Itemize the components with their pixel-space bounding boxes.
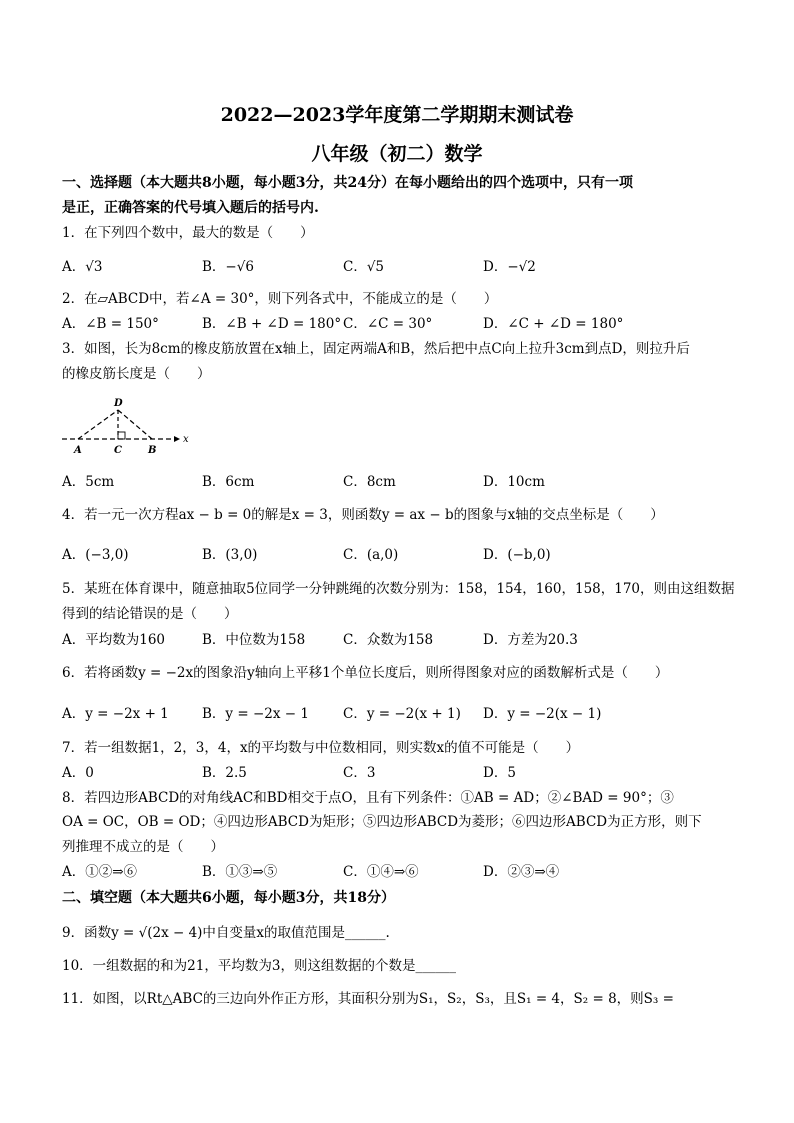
q8-option-b: B．①③⇒⑤ [202,864,278,880]
q4-option-b: B．(3,0) [202,547,258,563]
q1-stem: 1．在下列四个数中，最大的数是（ ） [62,225,314,241]
q5-stem-line1: 5．某班在体育课中，随意抽取5位同学一分钟跳绳的次数分别为：158，154，160，158，170，则由这组数据 [62,581,735,597]
q7-options [62,763,742,783]
label-x: x [183,434,189,445]
q1-options [62,257,742,277]
q8-option-a: A．①②⇒⑥ [62,864,138,880]
q8-stem-line3: 列推理不成立的是（ ） [62,839,224,855]
q2-stem: 2．在▱ABCD中，若∠A = 30°，则下列各式中，不能成立的是（ ） [62,291,498,307]
q7-option-b: B．2.5 [202,765,247,781]
q3-option-a: A．5cm [62,474,115,490]
q4-option-c: C．(a,0) [343,547,399,563]
q5-options [62,630,742,650]
segment-db [118,410,152,439]
q1-option-d: D．−√2 [483,259,536,275]
q1-option-a: A．√3 [62,259,103,275]
label-d: D [114,398,123,409]
q3-options [62,472,742,492]
label-b: B [148,445,157,456]
q2-options [62,314,742,334]
x-axis-arrow [174,436,180,442]
q7-option-c: C．3 [343,765,376,781]
label-c: C [114,445,122,456]
q1-option-c: C．√5 [343,259,385,275]
q6-option-b: B．y = −2x − 1 [202,706,309,722]
q2-option-c: C．∠C = 30° [343,316,433,332]
label-a: A [74,445,82,456]
q10-stem: 10．一组数据的和为21，平均数为3，则这组数据的个数是______ [62,958,456,974]
q4-stem: 4．若一元一次方程ax − b = 0的解是x = 3，则函数y = ax − b的图象与x轴的交点坐标是（ ） [62,507,664,523]
q2-option-d: D．∠C + ∠D = 180° [483,316,624,332]
q8-options [62,862,742,882]
q3-stem-line1: 3．如图，长为8cm的橡皮筋放置在x轴上，固定两端A和B，然后把中点C向上拉升3cm到点D，则拉升后 [62,341,690,357]
q6-option-d: D．y = −2(x − 1) [483,706,602,722]
q8-option-c: C．①④⇒⑥ [343,864,419,880]
q5-option-b: B．中位数为158 [202,632,306,648]
section1-heading-line1: 一、选择题（本大题共8小题，每小题3分，共24分）在每小题给出的四个选项中，只有一项 [62,175,633,191]
q2-option-a: A．∠B = 150° [62,316,159,332]
exam-subtitle: 八年级（初二）数学 [311,143,483,165]
segment-ad [78,410,118,439]
q5-option-d: D．方差为20.3 [483,632,578,648]
q8-option-d: D．②③⇒④ [483,864,560,880]
q9-stem: 9．函数y = √(2x − 4)中自变量x的取值范围是______. [62,925,390,941]
q6-option-a: A．y = −2x + 1 [62,706,169,722]
q7-stem: 7．若一组数据1，2，3，4，x的平均数与中位数相同，则实数x的值不可能是（ ） [62,740,580,756]
q4-options [62,545,742,565]
q4-option-d: D．(−b,0) [483,547,551,563]
section2-heading: 二、填空题（本大题共6小题，每小题3分，共18分） [62,890,395,906]
q6-options [62,704,742,724]
q4-option-a: A．(−3,0) [62,547,129,563]
q7-option-a: A．0 [62,765,94,781]
q3-option-b: B．6cm [202,474,255,490]
right-angle-mark [118,432,125,439]
q5-option-a: A．平均数为160 [62,632,166,648]
q6-stem: 6．若将函数y = −2x的图象沿y轴向上平移1个单位长度后，则所得图象对应的函数解析式是（ ） [62,665,669,681]
q5-option-c: C．众数为158 [343,632,434,648]
q8-stem-line2: OA = OC，OB = OD；④四边形ABCD为矩形；⑤四边形ABCD为菱形；⑥四边形ABCD为正方形，则下 [62,814,702,830]
q3-option-d: D．10cm [483,474,545,490]
q5-stem-line2: 得到的结论错误的是（ ） [62,606,238,622]
q2-option-b: B．∠B + ∠D = 180° [202,316,342,332]
q6-option-c: C．y = −2(x + 1) [343,706,461,722]
section1-heading-line2: 是正，正确答案的代号填入题后的括号内. [62,200,319,216]
q3-figure [62,392,202,460]
q11-stem: 11．如图，以Rt△ABC的三边向外作正方形，其面积分别为S₁，S₂，S₃，且S₁ = 4，S₂ = 8，则S₃ = [62,991,674,1007]
q1-option-b: B．−√6 [202,259,254,275]
exam-title: 2022—2023学年度第二学期期末测试卷 [220,104,574,126]
q3-stem-line2: 的橡皮筋长度是（ ） [62,366,211,382]
q3-option-c: C．8cm [343,474,396,490]
q7-option-d: D．5 [483,765,516,781]
q8-stem-line1: 8．若四边形ABCD的对角线AC和BD相交于点O，且有下列条件：①AB = AD；②∠BAD = 90°；③ [62,790,674,806]
